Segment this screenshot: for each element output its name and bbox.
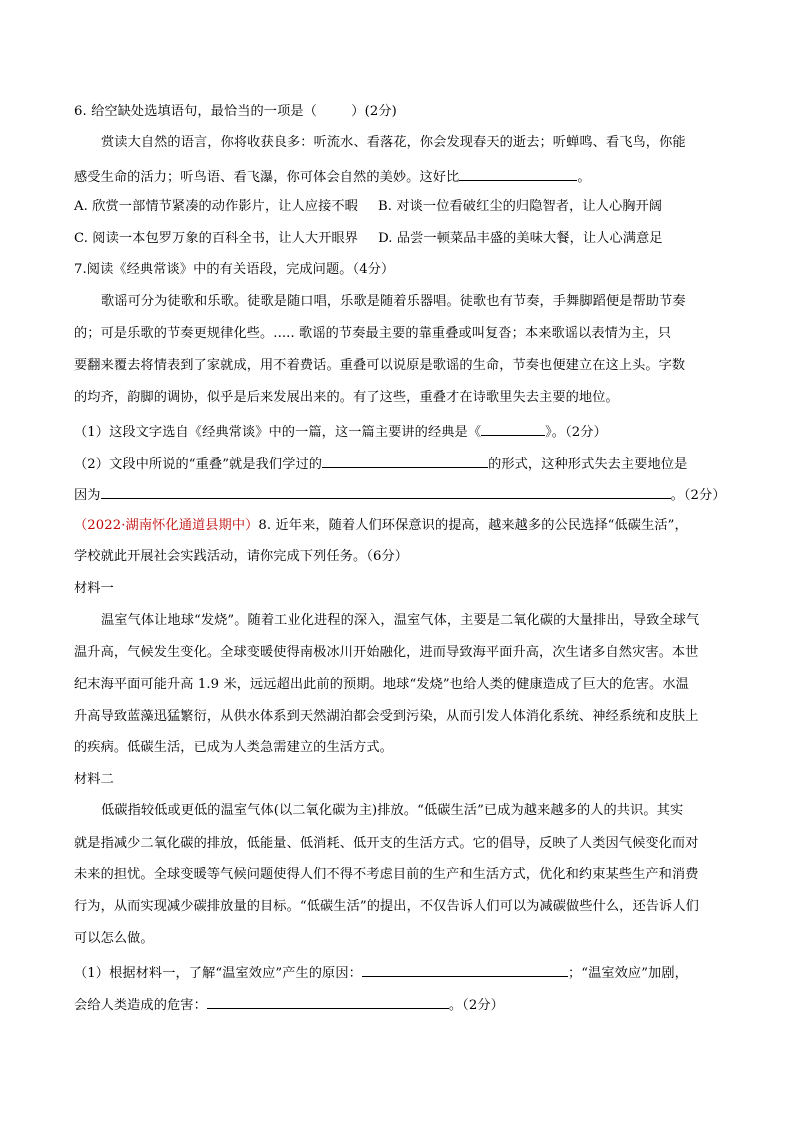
material-1-line-4: 升高导致蓝藻迅猛繁衍，从供水体系到天然湖泊都会受到污染，从而引发人体消化系统、神经系统和皮肤上 xyxy=(74,709,699,724)
material-1-line-5: 的疾病。低碳生活，已成为人类急需建立的生活方式。 xyxy=(74,740,393,755)
passage-end: 。 xyxy=(577,170,591,185)
answer-blank[interactable] xyxy=(322,454,488,468)
question-7-passage-line-2: 的；可是乐歌的节奏更规律化些。..... 歌谣的节奏最主要的靠重叠或叫复沓；本来歌谣以表情为主，只 xyxy=(74,326,672,341)
question-text: 8. 近年来，随着人们环保意识的提高，越来越多的公民选择“低碳生活”， xyxy=(258,518,688,533)
material-1-line-1: 温室气体让地球“发烧”。随着工业化进程的深入，温室气体，主要是二氧化碳的大量排出，导致全球气 xyxy=(101,613,700,628)
question-8-sub-1 xyxy=(74,963,688,982)
material-2-line-5: 可以怎么做。 xyxy=(74,931,154,946)
material-2-line-2: 就是指减少二氧化碳的排放，低能量、低消耗、低开支的生活方式。它的倡导，反映了人类因气候变化而对 xyxy=(74,836,699,851)
question-6-stem: 6. 给空缺处选填语句，最恰当的一项是（ ）(2分) xyxy=(74,104,397,119)
material-1-line-3: 纪末海平面可能升高 1.9 米，远远超出此前的预期。地球“发烧”也给人类的健康造成了巨大的危害。水温 xyxy=(74,677,689,692)
question-8-stem-cont: 学校就此开展社会实践活动，请你完成下列任务。（6分） xyxy=(74,549,409,564)
sub-question-text: （2）文段中所说的“重叠”就是我们学过的 xyxy=(74,457,323,472)
option-b: B. 对谈一位看破红尘的归隐智者，让人心胸开阔 xyxy=(377,199,663,214)
sub-question-text: 因为 xyxy=(74,488,101,503)
material-2-line-3: 未来的担忧。全球变暖等气候问题使得人们不得不考虑目前的生产和生活方式，优化和约束某些生产和消费 xyxy=(74,867,699,882)
question-6-passage-line-2 xyxy=(74,167,591,186)
question-8-stem xyxy=(74,518,688,534)
material-2-line-4: 行为，从而实现减少碳排放量的目标。“低碳生活”的提出，不仅告诉人们可以为减碳做些什么，还告诉人们 xyxy=(74,899,699,914)
question-7-passage-line-4: 的均齐，韵脚的调协，似乎是后来发展出来的。有了这些，重叠才在诗歌里失去主要的地位。 xyxy=(74,390,619,405)
sub-question-end: 。（2分） xyxy=(448,998,504,1013)
sub-question-text-cont: 的形式，这种形式失去主要地位是 xyxy=(488,457,688,472)
sub-question-text: （1）这段文字选自《经典常谈》中的一篇，这一篇主要讲的经典是《 xyxy=(74,425,482,440)
answer-blank[interactable] xyxy=(207,995,449,1009)
sub-question-end: 。（2分） xyxy=(670,488,726,503)
material-1-title: 材料一 xyxy=(74,581,114,596)
question-7-sub-2 xyxy=(74,454,687,473)
answer-blank[interactable] xyxy=(459,167,577,181)
answer-blank[interactable] xyxy=(362,963,568,977)
question-6-options-row-2 xyxy=(74,231,663,247)
material-1-line-2: 温升高，气候发生变化。全球变暖使得南极冰川开始融化，进而导致海平面升高，次生诸多自然灾害。本世 xyxy=(74,645,699,660)
question-7-sub-2-cont xyxy=(74,485,726,504)
material-2-line-1: 低碳指较低或更低的温室气体(以二氧化碳为主)排放。“低碳生活”已成为越来越多的人的共识。其实 xyxy=(101,803,684,818)
answer-blank[interactable] xyxy=(101,485,671,499)
option-d: D. 品尝一顿菜品丰盛的美味大餐，让人心满意足 xyxy=(378,231,663,246)
answer-blank[interactable] xyxy=(481,422,545,436)
material-2-title: 材料二 xyxy=(74,772,114,787)
sub-question-text-cont: ；“温室效应”加剧， xyxy=(567,966,688,981)
question-6-passage-line-1: 赏读大自然的语言，你将收获良多：听流水、看落花，你会发现春天的逝去；听蝉鸣、看飞鸟，你能 xyxy=(101,135,686,150)
question-8-sub-1-cont xyxy=(74,995,504,1014)
question-6-options-row-1 xyxy=(74,199,662,215)
question-source: （2022·湖南怀化通道县期中） xyxy=(74,518,259,533)
question-7-passage-line-3: 要翻来覆去将情表到了家就成，用不着费话。重叠可以说原是歌谣的生命，节奏也便建立在这上头。字数 xyxy=(74,358,686,373)
sub-question-end: 》。（2分） xyxy=(545,425,607,440)
option-a: A. 欣赏一部情节紧凑的动作影片，让人应接不暇 xyxy=(74,199,358,214)
passage-text: 感受生命的活力；听鸟语、看飞瀑，你可体会自然的美妙。这好比 xyxy=(74,170,460,185)
question-7-stem: 7.阅读《经典常谈》中的有关语段，完成问题。（4分） xyxy=(74,262,395,277)
option-c: C. 阅读一本包罗万象的百科全书，让人大开眼界 xyxy=(74,231,359,246)
sub-question-text: 会给人类造成的危害： xyxy=(74,998,207,1013)
question-7-passage-line-1: 歌谣可分为徒歌和乐歌。徒歌是随口唱，乐歌是随着乐器唱。徒歌也有节奏，手舞脚蹈便是帮助节奏 xyxy=(101,294,686,309)
question-7-sub-1 xyxy=(74,422,607,441)
sub-question-text: （1）根据材料一，了解“温室效应”产生的原因： xyxy=(74,966,362,981)
